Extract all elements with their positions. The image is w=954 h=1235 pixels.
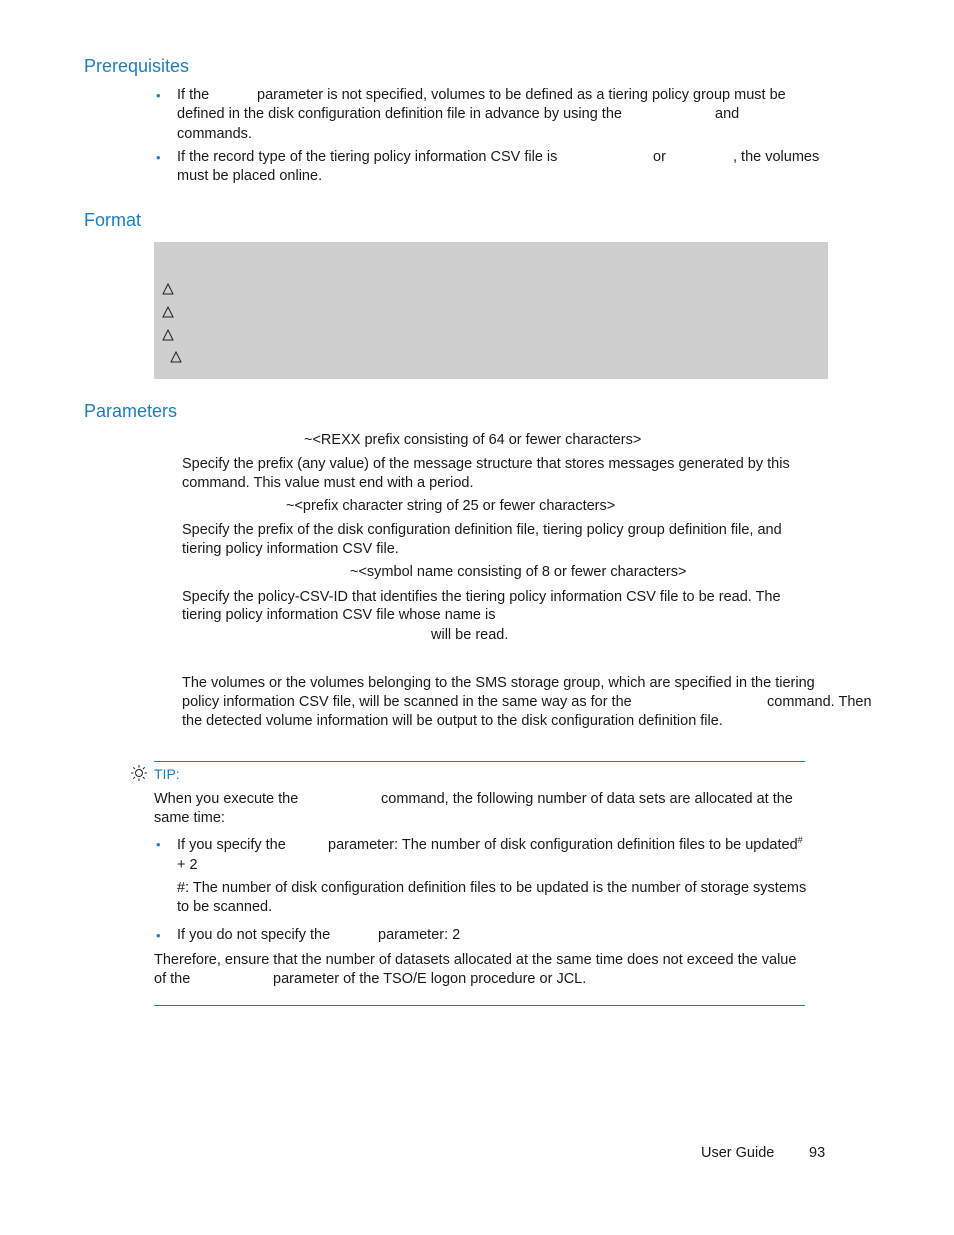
prereq1-text-a: If the: [177, 87, 210, 103]
blank-triangle-icon: [162, 306, 174, 318]
tip-note: to be scanned.: [177, 899, 273, 915]
tip-bullet-text: If you specify the: [177, 837, 286, 853]
section-heading-prerequisites: Prerequisites: [84, 56, 190, 76]
param-description: command. Then: [767, 694, 872, 710]
section-heading-parameters: Parameters: [84, 401, 178, 421]
param-description: tiering policy information CSV file.: [182, 541, 399, 557]
tip-text: When you execute the: [154, 791, 299, 807]
lightbulb-icon: [130, 764, 148, 782]
param-value-prefix: ~<prefix character string of 25 or fewer characters>: [286, 498, 616, 514]
prereq2-line2: must be placed online.: [177, 168, 323, 184]
footer-label: User Guide: [701, 1145, 775, 1161]
tip-text: same time:: [154, 810, 225, 826]
param-description: the detected volume information will be output to the disk configuration definition file.: [182, 713, 723, 729]
bullet-marker: •: [156, 837, 161, 852]
prereq2-text-c: , the volumes: [733, 149, 820, 165]
blank-triangle-icon: [162, 329, 174, 341]
tip-bottom-rule: [154, 1005, 805, 1006]
section-heading-format: Format: [84, 210, 142, 230]
param-description: tiering policy information CSV file whose name is: [182, 607, 496, 623]
prereq1-text-b: parameter is not specified, volumes to be defined as a tiering policy group must be: [257, 87, 786, 103]
prereq2-text-b: or: [653, 149, 666, 165]
param-description: will be read.: [431, 627, 509, 643]
tip-bullet-text: parameter: The number of disk configuration definition files to be updated#: [328, 835, 803, 853]
param-value-rexx-prefix: ~<REXX prefix consisting of 64 or fewer characters>: [304, 432, 642, 448]
blank-triangle-icon: [162, 283, 174, 295]
param-description: Specify the policy-CSV-ID that identifies the tiering policy information CSV file to be read. The: [182, 589, 781, 605]
tip-text: of the: [154, 971, 191, 987]
bullet-marker: •: [156, 150, 161, 165]
param-description: The volumes or the volumes belonging to the SMS storage group, which are specified in the tiering: [182, 675, 815, 691]
tip-text: parameter of the TSO/E logon procedure or JCL.: [273, 971, 587, 987]
prereq2-text-a: If the record type of the tiering policy information CSV file is: [177, 149, 558, 165]
param-description: Specify the prefix of the disk configuration definition file, tiering policy group definition file, and: [182, 522, 782, 538]
tip-label: TIP:: [154, 766, 180, 782]
param-description: policy information CSV file, will be scanned in the same way as for the: [182, 694, 632, 710]
prereq1-line3: commands.: [177, 126, 252, 142]
format-syntax-box: [154, 242, 828, 379]
param-value-policy-csv-id: ~<symbol name consisting of 8 or fewer characters>: [350, 564, 687, 580]
page-number: 93: [809, 1145, 826, 1161]
tip-note: #: The number of disk configuration definition files to be updated is the number of storage systems: [177, 880, 807, 896]
tip-top-rule: [154, 761, 805, 762]
tip-bullet-text: If you do not specify the: [177, 927, 331, 943]
bullet-marker: •: [156, 928, 161, 943]
prereq1-line2-a: defined in the disk configuration definition file in advance by using the: [177, 106, 622, 122]
blank-triangle-icon: [170, 351, 182, 363]
tip-text: command, the following number of data sets are allocated at the: [381, 791, 793, 807]
tip-text: Therefore, ensure that the number of datasets allocated at the same time does not exceed the value: [154, 952, 797, 968]
param-description: command. This value must end with a period.: [182, 475, 474, 491]
tip-bullet-text: parameter: 2: [378, 927, 461, 943]
bullet-marker: •: [156, 88, 161, 103]
param-description: Specify the prefix (any value) of the message structure that stores messages generated by this: [182, 456, 790, 472]
tip-bullet-text: + 2: [177, 857, 198, 873]
prereq1-line2-b: and: [715, 106, 740, 122]
